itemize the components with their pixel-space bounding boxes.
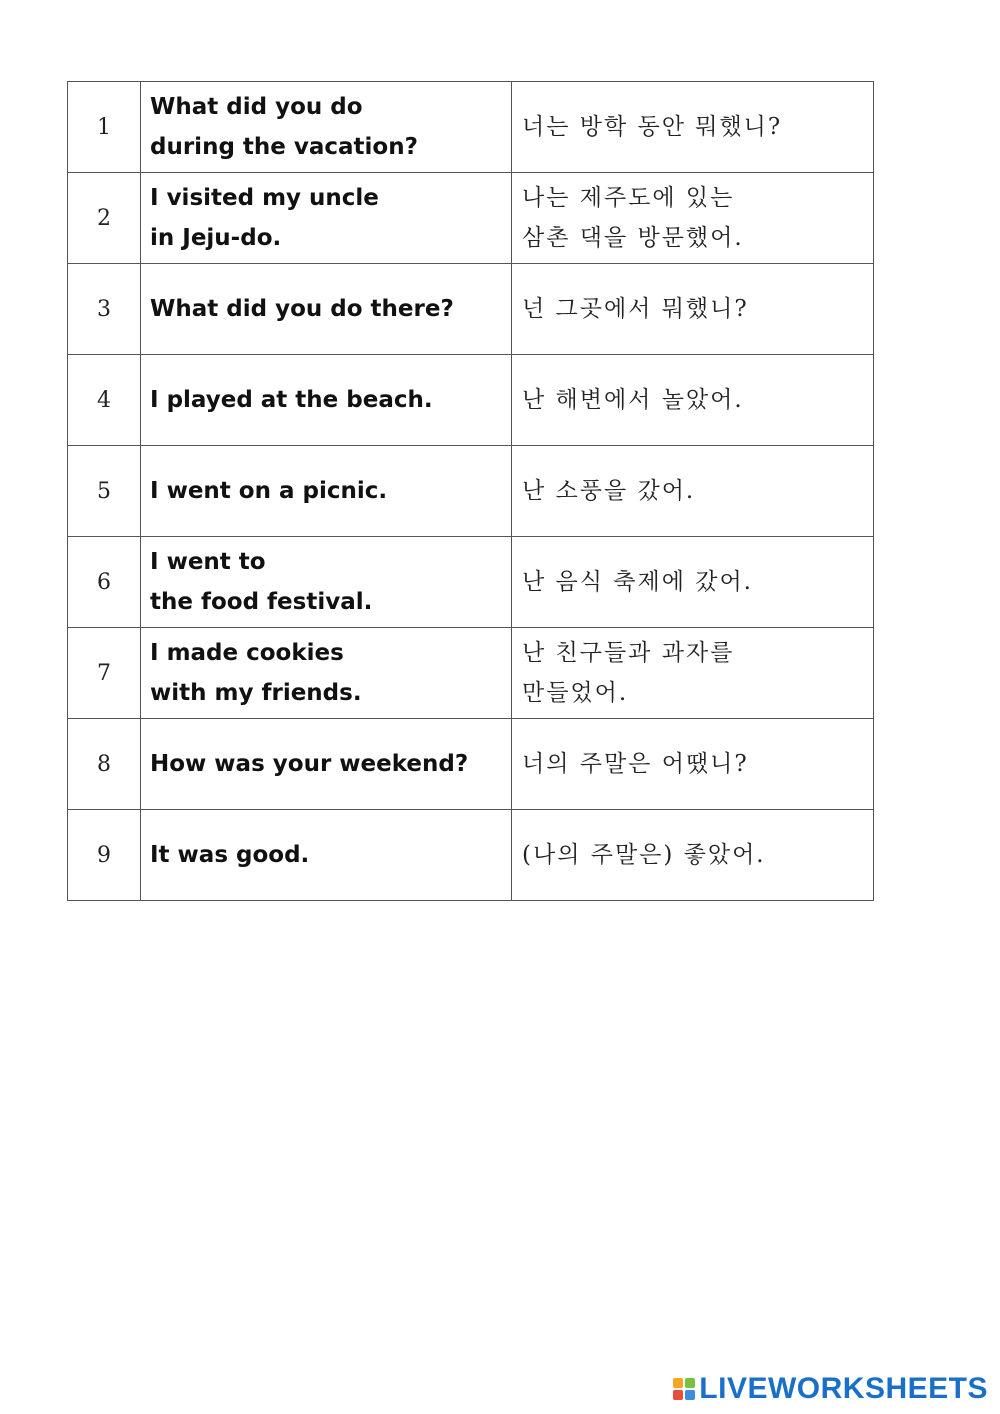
korean-translation <box>512 628 874 719</box>
row-number: 6 <box>68 537 141 628</box>
korean-line: 나는 제주도에 있는 <box>522 185 735 211</box>
row-number: 7 <box>68 628 141 719</box>
english-line: How was your weekend? <box>150 751 469 777</box>
english-phrase <box>141 82 512 173</box>
row-number: 3 <box>68 264 141 355</box>
row-number: 5 <box>68 446 141 537</box>
korean-translation <box>512 355 874 446</box>
english-phrase <box>141 446 512 537</box>
english-line: with my friends. <box>150 680 362 706</box>
korean-line: 난 소풍을 갔어. <box>522 478 696 504</box>
english-phrase <box>141 173 512 264</box>
korean-line: (나의 주말은) 좋았어. <box>522 842 766 868</box>
english-phrase <box>141 719 512 810</box>
korean-line: 너는 방학 동안 뭐했니? <box>522 114 783 140</box>
english-phrase <box>141 355 512 446</box>
row-number: 4 <box>68 355 141 446</box>
english-line: It was good. <box>150 842 310 868</box>
table-row <box>68 810 874 901</box>
row-number: 9 <box>68 810 141 901</box>
table-row <box>68 719 874 810</box>
english-line: I made cookies <box>150 640 344 666</box>
logo-square-icon <box>673 1378 683 1388</box>
english-phrase <box>141 628 512 719</box>
korean-line: 난 친구들과 과자를 <box>522 640 735 666</box>
brand-name: LIVEWORKSHEETS <box>699 1372 988 1405</box>
korean-line: 삼촌 댁을 방문했어. <box>522 225 744 251</box>
korean-translation <box>512 173 874 264</box>
english-line: I visited my uncle <box>150 185 379 211</box>
english-phrase <box>141 264 512 355</box>
english-phrase <box>141 537 512 628</box>
phrase-table <box>67 81 874 901</box>
english-phrase <box>141 810 512 901</box>
korean-line: 난 음식 축제에 갔어. <box>522 569 753 595</box>
korean-translation <box>512 719 874 810</box>
english-line: in Jeju-do. <box>150 225 282 251</box>
korean-translation <box>512 82 874 173</box>
korean-line: 넌 그곳에서 뭐했니? <box>522 296 749 322</box>
logo-square-icon <box>685 1378 695 1388</box>
table-row <box>68 82 874 173</box>
korean-line: 너의 주말은 어땠니? <box>522 751 749 777</box>
korean-translation <box>512 446 874 537</box>
table-row <box>68 173 874 264</box>
english-line: during the vacation? <box>150 134 418 160</box>
korean-translation <box>512 810 874 901</box>
english-line: I went to <box>150 549 266 575</box>
table-row <box>68 355 874 446</box>
english-line: What did you do <box>150 94 363 120</box>
korean-translation <box>512 537 874 628</box>
korean-line: 만들었어. <box>522 680 629 706</box>
english-line: the food festival. <box>150 589 373 615</box>
row-number: 2 <box>68 173 141 264</box>
row-number: 1 <box>68 82 141 173</box>
table-row <box>68 264 874 355</box>
table-row <box>68 446 874 537</box>
liveworksheets-logo-icon <box>673 1378 695 1400</box>
table-row <box>68 628 874 719</box>
logo-square-icon <box>673 1390 683 1400</box>
korean-line: 난 해변에서 놀았어. <box>522 387 744 413</box>
row-number: 8 <box>68 719 141 810</box>
logo-square-icon <box>685 1390 695 1400</box>
korean-translation <box>512 264 874 355</box>
english-line: What did you do there? <box>150 296 454 322</box>
english-line: I went on a picnic. <box>150 478 388 504</box>
english-line: I played at the beach. <box>150 387 433 413</box>
liveworksheets-brand[interactable] <box>673 1372 988 1406</box>
table-row <box>68 537 874 628</box>
